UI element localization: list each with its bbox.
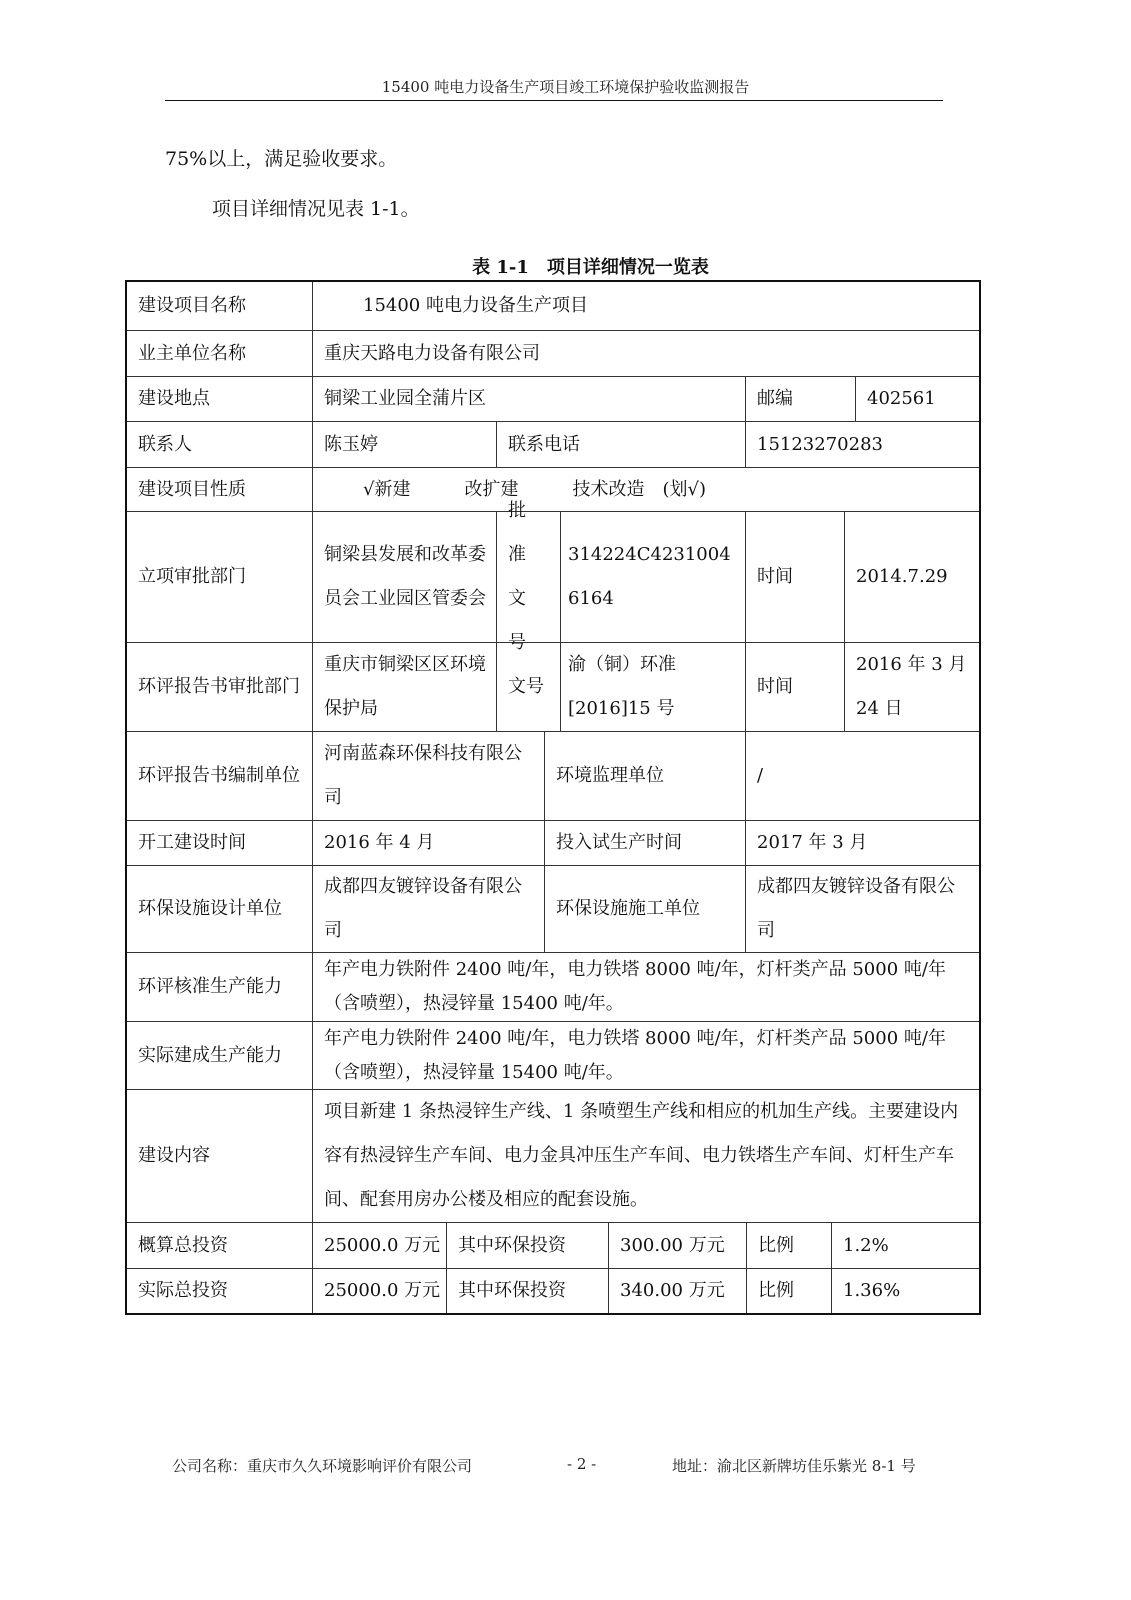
table-cell-value: 2016 年 4 月 [313, 821, 545, 866]
header-rule [165, 100, 943, 101]
table-row-label: 环评报告书审批部门 [127, 643, 313, 732]
table-cell-value: 25000.0 万元 [313, 1223, 447, 1269]
table-row-label: 环评核准生产能力 [127, 953, 313, 1022]
table-row-label: 时间 [746, 512, 845, 643]
table-row-label: 环保设施设计单位 [127, 866, 313, 953]
table-cell-value: 2016 年 3 月 24 日 [845, 643, 979, 732]
body-paragraph: 75%以上，满足验收要求。 [165, 148, 398, 170]
table-row-label: 比例 [747, 1223, 832, 1269]
table-row-label: 建设项目名称 [127, 282, 313, 331]
page-number: - 2 - [567, 1455, 597, 1473]
table-cell-value: 陈玉婷 [313, 422, 497, 468]
table-row-label: 开工建设时间 [127, 821, 313, 866]
table-row-label: 建设地点 [127, 377, 313, 422]
table-row-label: 建设项目性质 [127, 468, 313, 512]
table-cell-value: 铜梁工业园全蒲片区 [313, 377, 746, 422]
table-row-label: 建设内容 [127, 1090, 313, 1223]
table-cell-value: √新建 改扩建 技术改造 (划√) [313, 468, 979, 512]
table-row-label: 立项审批部门 [127, 512, 313, 643]
table-row-label: 环保设施施工单位 [545, 866, 746, 953]
table-cell-value: 300.00 万元 [609, 1223, 747, 1269]
table-row-label: 业主单位名称 [127, 331, 313, 377]
table-cell-value: 成都四友镀锌设备有限公司 [313, 866, 545, 953]
table-row-label: 批准文号 [497, 512, 561, 643]
table-row-label: 联系电话 [497, 422, 746, 468]
table-cell-value: 年产电力铁附件 2400 吨/年，电力铁塔 8000 吨/年，灯杆类产品 5000 吨/年（含喷塑），热浸锌量 15400 吨/年。 [313, 953, 979, 1022]
table-cell-value: 项目新建 1 条热浸锌生产线、1 条喷塑生产线和相应的机加生产线。主要建设内容有热浸锌生产车间、电力金具冲压生产车间、电力铁塔生产车间、灯杆生产车间、配套用房办公楼及相应的配套设施。 [313, 1090, 979, 1223]
table-row-label: 邮编 [746, 377, 856, 422]
footer-company: 公司名称：重庆市久久环境影响评价有限公司 [172, 1457, 473, 1475]
running-header-title: 15400 吨电力设备生产项目竣工环境保护验收监测报告 [381, 78, 750, 96]
table-cell-value: 2017 年 3 月 [746, 821, 979, 866]
footer-address: 地址：渝北区新牌坊佳乐紫光 8-1 号 [672, 1457, 916, 1475]
table-row-label: 投入试生产时间 [545, 821, 746, 866]
table-cell-value: 年产电力铁附件 2400 吨/年，电力铁塔 8000 吨/年，灯杆类产品 5000 吨/年（含喷塑），热浸锌量 15400 吨/年。 [313, 1022, 979, 1090]
table-cell-value: 25000.0 万元 [313, 1269, 447, 1313]
table-cell-value: 340.00 万元 [609, 1269, 747, 1313]
table-cell-value: 1.2% [832, 1223, 979, 1269]
table-cell-value: 重庆天路电力设备有限公司 [313, 331, 979, 377]
project-details-table [125, 280, 981, 1315]
table-row-label: 实际总投资 [127, 1269, 313, 1313]
table-cell-value: 成都四友镀锌设备有限公司 [746, 866, 979, 953]
table-caption: 表 1-1 项目详细情况一览表 [472, 257, 709, 278]
table-cell-value: 河南蓝森环保科技有限公司 [313, 732, 545, 821]
table-row-label: 概算总投资 [127, 1223, 313, 1269]
table-cell-value: / [746, 732, 979, 821]
table-row-label: 其中环保投资 [447, 1223, 609, 1269]
table-row-label: 其中环保投资 [447, 1269, 609, 1313]
table-cell-value: 402561 [856, 377, 979, 422]
table-cell-value: 1.36% [843, 1280, 901, 1301]
table-row-label: 环境监理单位 [545, 732, 746, 821]
table-cell-value: 渝（铜）环准[2016]15 号 [561, 643, 746, 732]
table-row-label: 环评报告书编制单位 [127, 732, 313, 821]
table-row-label: 联系人 [127, 422, 313, 468]
body-paragraph: 项目详细情况见表 1-1。 [212, 198, 420, 220]
table-row-label: 实际建成生产能力 [127, 1022, 313, 1090]
table-cell-value: 15123270283 [746, 422, 979, 468]
table-cell-value: 15400 吨电力设备生产项目 [313, 282, 979, 331]
table-cell-value: 铜梁县发展和改革委员会工业园区管委会 [313, 512, 497, 643]
table-row-label: 时间 [746, 643, 845, 732]
table-cell-value: 重庆市铜梁区区环境保护局 [313, 643, 497, 732]
table-cell-value: 314224C42310046164 [561, 512, 746, 643]
table-row-label: 文号 [497, 643, 561, 732]
table-row-label: 比例 [747, 1269, 832, 1313]
table-cell-value: 2014.7.29 [845, 512, 979, 643]
